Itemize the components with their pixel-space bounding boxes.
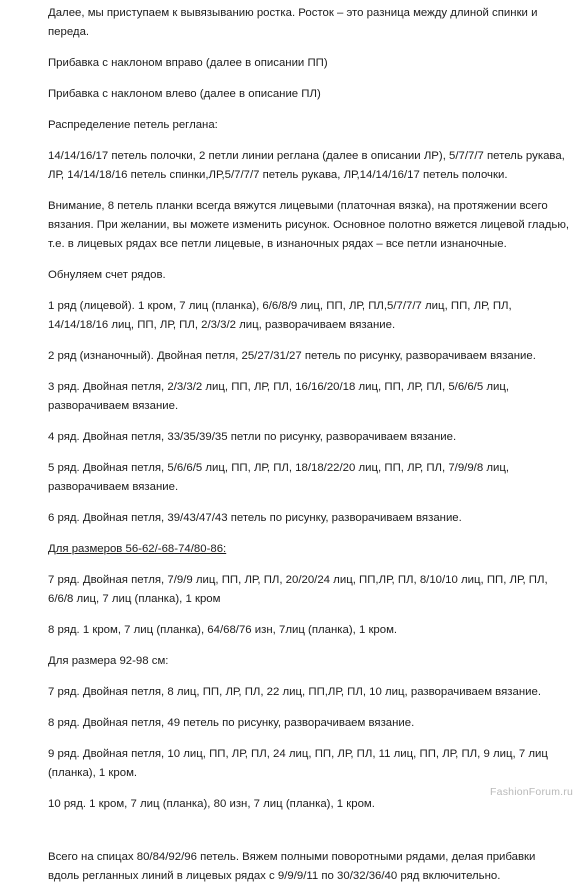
row-7-instruction-large-size: 7 ряд. Двойная петля, 8 лиц, ПП, ЛР, ПЛ, 22 лиц, ПП,ЛР, ПЛ, 10 лиц, разворачиваем вязание. (48, 686, 541, 698)
row-8-instruction-large-size: 8 ряд. Двойная петля, 49 петель по рисунку, разворачиваем вязание. (48, 717, 415, 729)
reset-rows-note: Обнуляем счет рядов. (48, 269, 166, 281)
row-10-instruction-large-size: 10 ряд. 1 кром, 7 лиц (планка), 80 изн, 7 лиц (планка), 1 кром. (48, 798, 375, 810)
raglan-distribution-heading: Распределение петель реглана: (48, 119, 218, 131)
raglan-distribution-text: 14/14/16/17 петель полочки, 2 петли линии реглана (далее в описании ЛР), 5/7/7/7 петель рукава, ЛР, 14/14/18/16 петель спинки,ЛР,5/7/7/7 петель рукава, ЛР,14/14/16/17 петель полочки. (48, 150, 565, 181)
row-6-instruction: 6 ряд. Двойная петля, 39/43/47/43 петель по рисунку, разворачиваем вязание. (48, 512, 462, 524)
increase-right-definition: Прибавка с наклоном вправо (далее в описании ПП) (48, 57, 328, 69)
row-2-instruction: 2 ряд (изнаночный). Двойная петля, 25/27/31/27 петель по рисунку, разворачиваем вязание. (48, 350, 536, 362)
placket-note: Внимание, 8 петель планки всегда вяжутся лицевыми (платочная вязка), на протяжении всего вязания. При желании, вы можете изменить рисунок. Основное полотно вяжется лицевой гладью, т.е. в лицевых рядах все петли лицевые, в изнаночных рядах – все петли изнаночные. (48, 200, 570, 250)
row-8-instruction-small-sizes: 8 ряд. 1 кром, 7 лиц (планка), 64/68/76 изн, 7лиц (планка), 1 кром. (48, 624, 398, 636)
site-watermark: FashionForum.ru (490, 786, 573, 798)
row-9-instruction-large-size: 9 ряд. Двойная петля, 10 лиц, ПП, ЛР, ПЛ, 24 лиц, ПП, ЛР, ПЛ, 11 лиц, ПП, ЛР, ПЛ, 9 лиц, 7 лиц (планка), 1 кром. (48, 748, 548, 779)
sizes-56-86-heading: Для размеров 56-62/-68-74/80-86: (48, 543, 227, 555)
row-7-instruction-small-sizes: 7 ряд. Двойная петля, 7/9/9 лиц, ПП, ЛР, ПЛ, 20/20/24 лиц, ПП,ЛР, ПЛ, 8/10/10 лиц, ПП, ЛР, ПЛ, 6/6/8 лиц, 7 лиц (планка), 1 кром (48, 574, 548, 605)
size-92-98-heading: Для размера 92-98 см: (48, 655, 169, 667)
intro-paragraph: Далее, мы приступаем к вывязыванию ростка. Росток – это разница между длиной спинки и переда. (48, 7, 538, 38)
row-4-instruction: 4 ряд. Двойная петля, 33/35/39/35 петли по рисунку, разворачиваем вязание. (48, 431, 457, 443)
total-stitches-paragraph: Всего на спицах 80/84/92/96 петель. Вяжем полными поворотными рядами, делая прибавки вдоль регланных линий в лицевых рядах с 9/9/9/11 по 30/32/36/40 ряд включительно. (48, 851, 536, 882)
row-3-instruction: 3 ряд. Двойная петля, 2/3/3/2 лиц, ПП, ЛР, ПЛ, 16/16/20/18 лиц, ПП, ЛР, ПЛ, 5/6/6/5 лиц, разворачиваем вязание. (48, 381, 510, 412)
row-1-instruction: 1 ряд (лицевой). 1 кром, 7 лиц (планка), 6/6/8/9 лиц, ПП, ЛР, ПЛ,5/7/7/7 лиц, ПП, ЛР, ПЛ, 14/14/18/16 лиц, ПП, ЛР, ПЛ, 2/3/3/2 лиц, разворачиваем вязание. (48, 300, 512, 331)
increase-left-definition: Прибавка с наклоном влево (далее в описание ПЛ) (48, 88, 321, 100)
row-5-instruction: 5 ряд. Двойная петля, 5/6/6/5 лиц, ПП, ЛР, ПЛ, 18/18/22/20 лиц, ПП, ЛР, ПЛ, 7/9/9/8 лиц, разворачиваем вязание. (48, 462, 510, 493)
